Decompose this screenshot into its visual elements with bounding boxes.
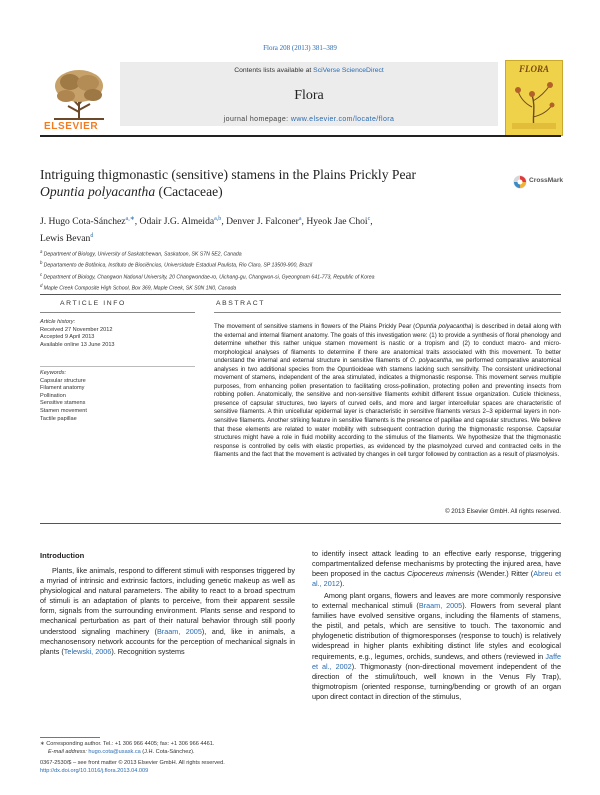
history-heading: Article history:: [40, 319, 76, 325]
footnote-rule: [40, 737, 100, 738]
crossmark-button[interactable]: [513, 174, 564, 190]
corresponding-author-note: [40, 741, 300, 756]
paragraph-text: ). Thigmonasty (non-directional movement independent of the direction of the stimuli/touch, well known in the Venus Fly Trap), thigmotropism (oriented response, turning/bending or growth of an organ upon direct contact in direction of the stimulus,: [312, 661, 561, 701]
species-name: Cipocereus minensis: [406, 569, 475, 579]
issn-line: 0367-2530/$ – see front matter © 2013 Elsevier GmbH. All rights reserved.: [40, 760, 225, 766]
abstract-part: ) is described in detail along with the external and internal filament anatomy. The goals of this investigation were: (1) to provide a synthesis of floral phenology and determine whether this rather unique stamen movement is nastic or a tropism and (2) to conduct macro- and micro-morphological analyses of filaments to determine if there are anatomical traits associated with this movement. To better understand the internal and external structure in sensitive filaments of: [214, 323, 562, 365]
keyword-item: Filament anatomy: [40, 385, 85, 392]
email-label: E-mail address:: [48, 748, 89, 755]
keywords-heading: Keywords:: [40, 370, 67, 376]
title-species-name: Opuntia polyacantha: [40, 184, 156, 199]
keyword-item: Capsular structure: [40, 377, 86, 384]
author-affiliation-marker[interactable]: c: [367, 216, 371, 222]
introduction-heading: Introduction: [40, 551, 85, 560]
title-line-2-rest: (Cactaceae): [155, 184, 223, 199]
affiliation-marker: a: [40, 249, 44, 254]
affiliation-item: [40, 271, 560, 282]
affiliation-marker: b: [40, 260, 44, 266]
author-list: [40, 212, 520, 246]
title-line-1: Intriguing thigmonastic (sensitive) stamens in the Plains Prickly Pear: [40, 167, 417, 182]
affiliation-item: [40, 248, 560, 259]
contents-prefix: Contents lists available at: [234, 67, 314, 74]
affiliation-list: [40, 248, 560, 293]
abstract-part: , we performed comparative anatomical analyses in two additional species from the Opuntioideae with stamens lacking such sensitivity. The consistent unidirectional movement of stamens, independent of the area stimulated, indicates a thigmonastic response. This movement serves multiple purposes, from enhancing pollen presentation to facilitating cross-pollination, protecting pollen and preventing insects from robbing pollen. Anatomically, the sensitive and non-sensitive filaments exhibit different tissue organization. Cuticle thickness, presence of capsular structures, two layers of curved cells, and more and larger intercellular spaces are characteristic of sensitive filaments. A thin unicellular epidermal layer is characteristic in sensitive filaments versus 2–3 epidermal layers in non-sensitive filaments. Another striking feature in sensitive filaments is the presence of papillae and capsular structures. We believe that these elements are related to water mobility with subsequent contraction during the thigmonastic response. Capsular structures might have a role in fluid mobility according to the stimulus of the filaments. We hypothesize that the thigmonastic response is controlled by cells with elastic properties, as evidenced by the plasmolyzed curved and contracted cells in the filaments and the fact that the movement is activated by changes in cell turgor followed by contraction as a result of plasmolysis.: [214, 357, 561, 459]
homepage-link[interactable]: www.elsevier.com/locate/flora: [290, 116, 395, 123]
journal-reference[interactable]: Flora 208 (2013) 381–389: [263, 44, 337, 52]
paragraph-text: (Wender.) Ritter (: [474, 569, 534, 579]
abstract-rule: [214, 312, 561, 313]
paragraph-text: Among plant organs, flowers and leaves are more commonly responsive to external mechanical stimuli (: [312, 591, 561, 611]
intro-paragraph-right-2: [312, 591, 561, 702]
affiliation-text: Maple Creek Composite High School, Box 369, Maple Creek, SK S0N 1N0, Canada: [43, 285, 237, 292]
abstract-part: The movement of sensitive stamens in flowers of the Plains Prickly Pear (: [214, 323, 416, 330]
abstract-label: ABSTRACT: [216, 300, 266, 307]
keyword-item: Pollination: [40, 392, 66, 399]
cover-plant-icon: [510, 77, 558, 131]
paragraph-text: ).: [339, 579, 345, 589]
paragraph-text: Plants, like animals, respond to different stimuli with responses triggered by a myriad of intrinsic and extrinsic factors, including genetic makeup as well as physiological and natural parameters. The ability to react to a broad spectrum of stimuli is an adaptation of plants to perceive, from their apparent sessile form, signals from the surrounding environment. Plants sense and respond to mechanical perturbation as part of their natural behavior through still poorly understood signaling machinery (: [40, 566, 295, 636]
paragraph-text: ). Flowers from several plant families have evolved sensitive organs, including the filaments of stamens, the pistil, and petals, which are sensitive to touch. The taxonomic and phylogenetic distribution of thigmoresponses (response to touch) is relatively widespread in higher plants exhibiting distinct life styles and ecological requirements, e.g., legumes, orchids, sundews, and others (reviewed in: [312, 601, 561, 661]
author-separator: ,: [134, 216, 140, 228]
affiliation-text: Departamento de Botânica, Instituto de Biociências, Universidade Estadual Paulista, Rio Claro, SP 13509-900, Brazil: [43, 263, 313, 270]
author-separator: ,: [221, 216, 227, 228]
paragraph-text: ). Recognition systems: [111, 646, 185, 656]
keyword-item: Sensitive stamens: [40, 400, 86, 407]
citation-link[interactable]: Jaffe et al., 2002: [312, 651, 561, 671]
intro-paragraph-1: [40, 566, 295, 657]
copyright-notice: © 2013 Elsevier GmbH. All rights reserved.: [445, 508, 561, 515]
section-rule-bottom: [40, 523, 561, 524]
corresponding-author: ∗ Corresponding author. Tel.: +1 306 966 4405; fax: +1 306 966 4461.: [40, 741, 215, 747]
history-item: Available online 13 June 2013: [40, 341, 115, 348]
paragraph-text: to identify insect attack leading to an effective early response, triggering compartmentalized defense mechanisms by protecting the injured area, have been proposed in the cactus: [312, 549, 561, 579]
citation-link[interactable]: Telewski, 2006: [63, 646, 112, 656]
journal-cover-image: [505, 60, 563, 136]
author-affiliation-marker[interactable]: a,∗: [125, 216, 135, 222]
history-item: Accepted 9 April 2013: [40, 334, 95, 341]
issn-doi-block: [40, 760, 300, 775]
email-link[interactable]: hugo.cota@usask.ca: [88, 748, 141, 755]
article-info-rule: [40, 312, 195, 313]
header-rule: [40, 135, 561, 137]
history-item: Received 27 November 2012: [40, 326, 113, 333]
author-affiliation-marker[interactable]: a: [298, 216, 302, 222]
doi-link[interactable]: http://dx.doi.org/10.1016/j.flora.2013.04.009: [40, 767, 149, 774]
elsevier-tree-icon: [40, 66, 118, 128]
author-separator: ,: [370, 216, 373, 228]
keyword-item: Tactile papillae: [40, 415, 77, 422]
article-history: [40, 319, 195, 349]
abstract-species: Opuntia polyacantha: [415, 323, 472, 330]
history-list: [40, 327, 195, 350]
paragraph-text: ), and, like in animals, a mechanosensory network accounts for the perception of mechanical signals in plants (: [40, 626, 295, 656]
author-separator: ,: [301, 216, 307, 228]
citation-link[interactable]: Braam, 2005: [156, 626, 202, 636]
sciencedirect-link[interactable]: SciVerse ScienceDirect: [313, 67, 384, 74]
affiliation-text: Department of Biology, University of Saskatchewan, Saskatoon, SK S7N 5E2, Canada: [43, 251, 242, 258]
homepage-prefix: journal homepage:: [223, 116, 291, 123]
citation-link[interactable]: Abreu et al., 2012: [312, 569, 561, 589]
abstract-species: O. polyacantha: [409, 357, 452, 365]
author-name[interactable]: Hyeok Jae Choi: [306, 216, 368, 228]
journal-name: Flora: [294, 88, 324, 103]
affiliation-text: Department of Biology, Changwon National University, 20 Changwondae-ro, Uichang-gu, Changwon-si, Gyeongnam 641-773, Republic of Korea: [43, 274, 375, 281]
author-affiliation-marker[interactable]: a,b: [214, 216, 222, 222]
keywords-rule: [40, 366, 195, 367]
author-name[interactable]: J. Hugo Cota-Sánchez: [40, 216, 126, 228]
affiliation-item: [40, 282, 560, 293]
crossmark-icon: [513, 175, 527, 189]
article-title: [40, 166, 480, 200]
section-rule-top: [40, 294, 561, 295]
affiliation-marker: c: [40, 271, 44, 277]
crossmark-label: CrossMark: [529, 177, 564, 184]
author-affiliation-marker[interactable]: d: [90, 233, 94, 240]
cover-title: FLORA: [518, 64, 549, 74]
keyword-item: Stamen movement: [40, 407, 87, 414]
contents-line: [120, 67, 498, 74]
author-name[interactable]: Lewis Bevan: [40, 233, 91, 245]
author-name[interactable]: Odair J.G. Almeida: [139, 216, 215, 228]
abstract-text: [214, 323, 561, 460]
journal-homepage: [120, 116, 498, 123]
keyword-list: [40, 378, 195, 424]
publisher-logo-text: ELSEVIER: [44, 121, 99, 132]
author-name[interactable]: Denver J. Falconer: [226, 216, 299, 228]
affiliation-item: [40, 259, 560, 270]
article-info-label: ARTICLE INFO: [60, 300, 126, 307]
affiliation-marker: d: [40, 282, 44, 288]
intro-paragraph-right-1: [312, 549, 561, 589]
keywords-block: [40, 370, 195, 423]
citation-link[interactable]: Braam, 2005: [418, 601, 463, 611]
email-suffix: (J.H. Cota-Sánchez).: [140, 748, 195, 755]
